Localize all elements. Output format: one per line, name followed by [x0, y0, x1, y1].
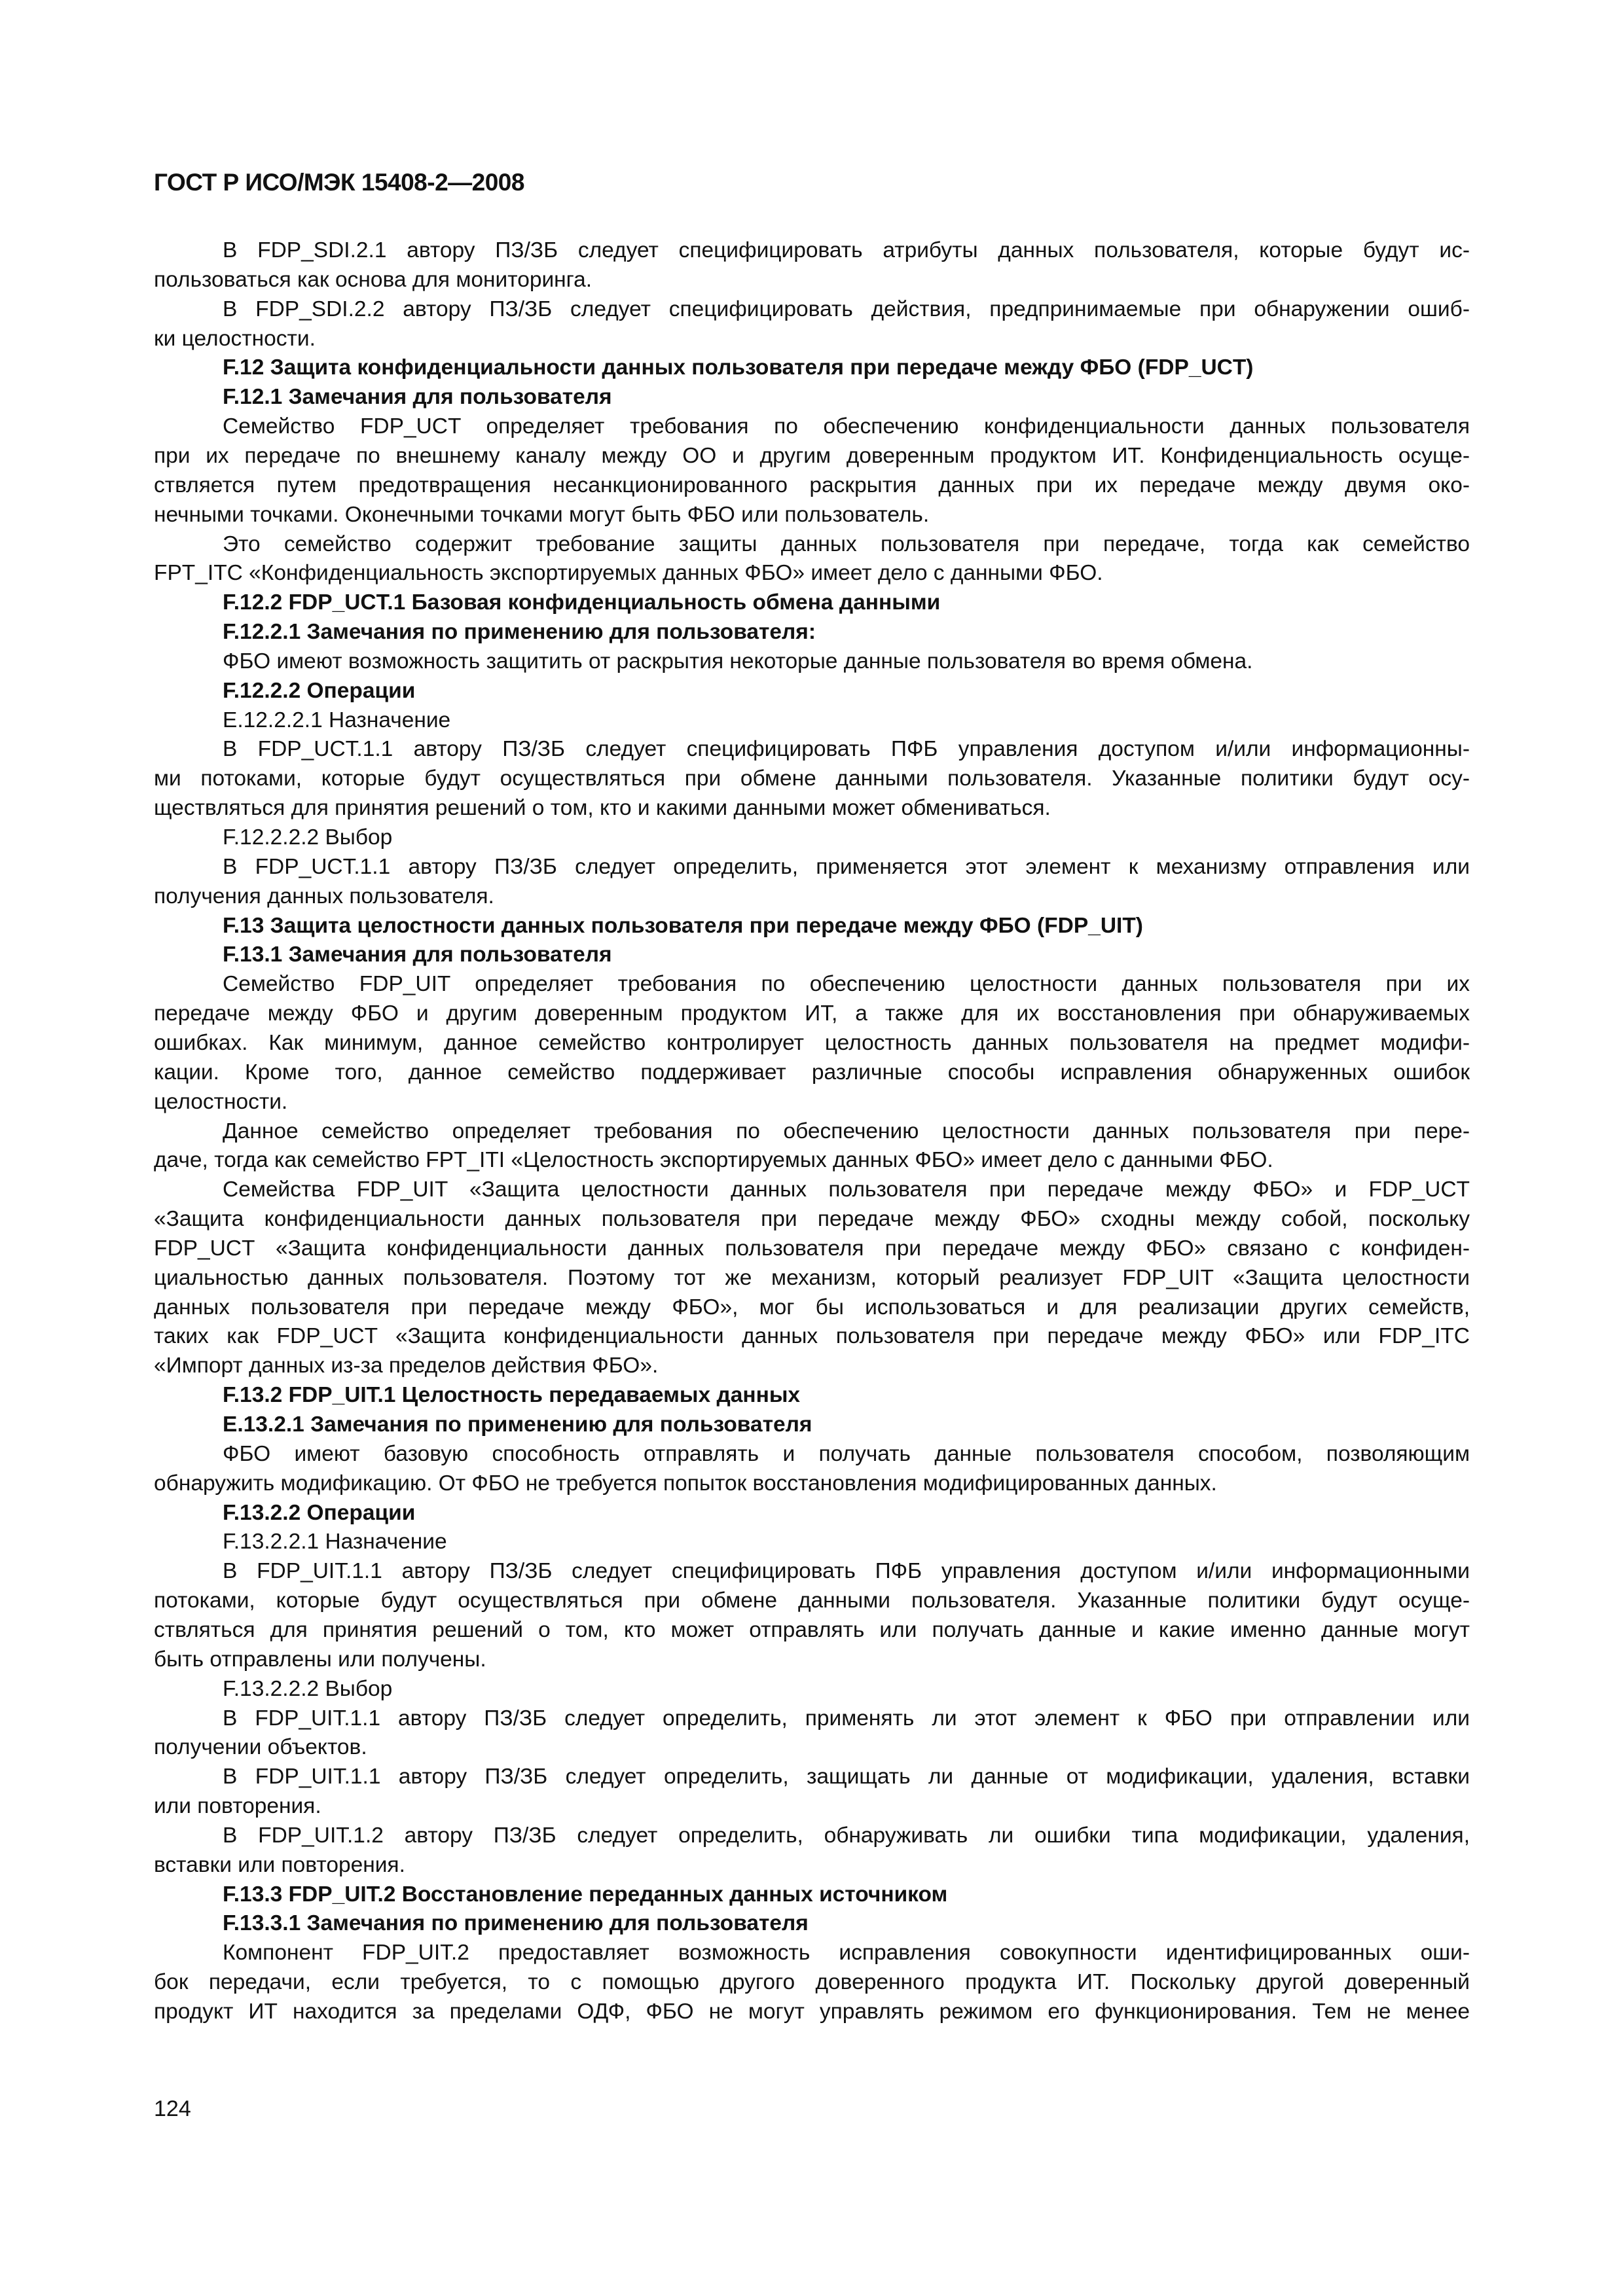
- text-line: В FDP_SDI.2.2 автору ПЗ/ЗБ следует специфицировать действия, предпринимаемые при обнаружении ошиб-: [223, 297, 1470, 321]
- text-line: Это семейство содержит требование защиты данных пользователя при передаче, тогда как семейство: [223, 532, 1470, 556]
- text-line: Семейство FDP_UCT определяет требования по обеспечению конфиденциальности данных пользователя: [223, 414, 1470, 439]
- text-line: В FDP_UIT.1.1 автору ПЗ/ЗБ следует определить, защищать ли данные от модификации, удаления, вставки: [223, 1765, 1470, 1789]
- text-line: ошибках. Как минимум, данное семейство контролирует целостность данных пользователя на предмет модифи-: [154, 1031, 1470, 1055]
- text-line: Компонент FDP_UIT.2 предоставляет возможность исправления совокупности идентифицированных оши-: [223, 1941, 1470, 1965]
- text-line: целостности.: [154, 1090, 288, 1114]
- text-line: Данное семейство определяет требования по обеспечению целостности данных пользователя при пере-: [223, 1119, 1470, 1143]
- text-line: ствляется путем предотвращения несанкционированного раскрытия данных при их передаче между двумя око-: [154, 473, 1470, 497]
- text-line: обнаружить модификацию. От ФБО не требуется попыток восстановления модифицированных данных.: [154, 1471, 1217, 1496]
- text-line: при их передаче по внешнему каналу между ОО и другим доверенным продуктом ИТ. Конфиденциальность осуще-: [154, 444, 1470, 468]
- text-line: бок передачи, если требуется, то с помощью другого доверенного продукта ИТ. Поскольку другой доверенный: [154, 1970, 1470, 1994]
- text-line: продукт ИТ находится за пределами ОДФ, ФБО не могут управлять режимом его функционирования. Тем не менее: [154, 2000, 1470, 2024]
- document-header: ГОСТ Р ИСО/МЭК 15408-2—2008: [154, 169, 524, 196]
- text-line: Семейства FDP_UIT «Защита целостности данных пользователя при передаче между ФБО» и FDP_UCT: [223, 1177, 1470, 1202]
- section-heading: F.12.1 Замечания для пользователя: [223, 385, 612, 409]
- text-line: таких как FDP_UCT «Защита конфиденциальности данных пользователя при передаче между ФБО» или FDP_ITC: [154, 1324, 1470, 1348]
- section-heading: F.13.2.2 Операции: [223, 1501, 416, 1525]
- section-heading: F.12.2.1 Замечания по применению для пользователя:: [223, 620, 816, 644]
- text-line: вставки или повторения.: [154, 1853, 405, 1877]
- section-heading: Е.13.2.1 Замечания по применению для пользователя: [223, 1412, 812, 1437]
- text-line: пользоваться как основа для мониторинга.: [154, 268, 593, 292]
- text-line: FDP_UCT «Защита конфиденциальности данных пользователя при передаче между ФБО» связано с конфиден-: [154, 1236, 1470, 1261]
- text-line: В FDP_SDI.2.1 автору ПЗ/ЗБ следует специфицировать атрибуты данных пользователя, которые будут ис-: [223, 238, 1470, 262]
- text-line: передаче между ФБО и другим доверенным продуктом ИТ, а также для их восстановления при обнаруживаемых: [154, 1001, 1470, 1026]
- text-line: В FDP_UCT.1.1 автору ПЗ/ЗБ следует специфицировать ПФБ управления доступом и/или информационны-: [223, 737, 1470, 761]
- section-heading: F.12 Защита конфиденциальности данных пользователя при передаче между ФБО (FDP_UCT): [223, 355, 1254, 380]
- text-line: Семейство FDP_UIT определяет требования по обеспечению целостности данных пользователя при их: [223, 972, 1470, 996]
- section-heading: F.13.3.1 Замечания по применению для пользователя: [223, 1911, 809, 1935]
- text-line: нечными точками. Оконечными точками могут быть ФБО или пользователь.: [154, 503, 930, 527]
- section-heading: F.13.3 FDP_UIT.2 Восстановление переданных данных источником: [223, 1882, 948, 1907]
- text-line: ствляться для принятия решений о том, кто может отправлять или получать данные и какие именно данные могут: [154, 1618, 1470, 1642]
- section-heading: F.13.2 FDP_UIT.1 Целостность передаваемых данных: [223, 1383, 801, 1407]
- text-line: Е.12.2.2.1 Назначение: [223, 708, 451, 732]
- page-number: 124: [154, 2096, 191, 2121]
- text-line: кации. Кроме того, данное семейство поддерживает различные способы исправления обнаруженных ошибок: [154, 1060, 1470, 1085]
- text-line: «Защита конфиденциальности данных пользователя при передаче между ФБО» сходны между собой, поскольку: [154, 1207, 1470, 1231]
- text-line: циальностью данных пользователя. Поэтому тот же механизм, который реализует FDP_UIT «Защита целостности: [154, 1266, 1470, 1290]
- text-line: получении объектов.: [154, 1735, 367, 1759]
- text-line: быть отправлены или получены.: [154, 1647, 486, 1672]
- text-line: данных пользователя при передаче между ФБО», мог бы использоваться и для реализации других семейств,: [154, 1295, 1470, 1319]
- text-line: получения данных пользователя.: [154, 884, 494, 908]
- text-line: ки целостности.: [154, 327, 316, 351]
- text-line: ществляться для принятия решений о том, кто и какими данными может обмениваться.: [154, 796, 1051, 820]
- section-heading: F.13.1 Замечания для пользователя: [223, 942, 612, 967]
- text-line: В FDP_UIT.1.1 автору ПЗ/ЗБ следует специфицировать ПФБ управления доступом и/или информационными: [223, 1559, 1470, 1583]
- text-line: ФБО имеют базовую способность отправлять и получать данные пользователя способом, позволяющим: [223, 1442, 1470, 1466]
- section-heading: F.12.2 FDP_UCT.1 Базовая конфиденциальность обмена данными: [223, 590, 941, 615]
- text-line: В FDP_UIT.1.1 автору ПЗ/ЗБ следует определить, применять ли этот элемент к ФБО при отправлении или: [223, 1706, 1470, 1731]
- text-line: «Импорт данных из-за пределов действия ФБО».: [154, 1354, 659, 1378]
- text-line: В FDP_UIT.1.2 автору ПЗ/ЗБ следует определить, обнаруживать ли ошибки типа модификации, удаления,: [223, 1823, 1470, 1848]
- text-line: даче, тогда как семейство FPT_ITI «Целостность экспортируемых данных ФБО» имеет дело с данными ФБО.: [154, 1148, 1273, 1172]
- text-line: F.13.2.2.2 Выбор: [223, 1677, 393, 1701]
- text-line: F.12.2.2.2 Выбор: [223, 825, 393, 850]
- section-heading: F.12.2.2 Операции: [223, 679, 416, 703]
- text-line: ми потоками, которые будут осуществляться при обмене данными пользователя. Указанные политики будут осу-: [154, 766, 1470, 791]
- text-line: В FDP_UCT.1.1 автору ПЗ/ЗБ следует определить, применяется этот элемент к механизму отправления или: [223, 855, 1470, 879]
- text-line: потоками, которые будут осуществляться при обмене данными пользователя. Указанные политики будут осуще-: [154, 1588, 1470, 1613]
- text-line: или повторения.: [154, 1794, 321, 1818]
- section-heading: F.13 Защита целостности данных пользователя при передаче между ФБО (FDP_UIT): [223, 914, 1143, 938]
- text-line: F.13.2.2.1 Назначение: [223, 1530, 447, 1554]
- text-line: ФБО имеют возможность защитить от раскрытия некоторые данные пользователя во время обмена.: [223, 649, 1253, 673]
- text-line: FPT_ITC «Конфиденциальность экспортируемых данных ФБО» имеет дело с данными ФБО.: [154, 561, 1103, 585]
